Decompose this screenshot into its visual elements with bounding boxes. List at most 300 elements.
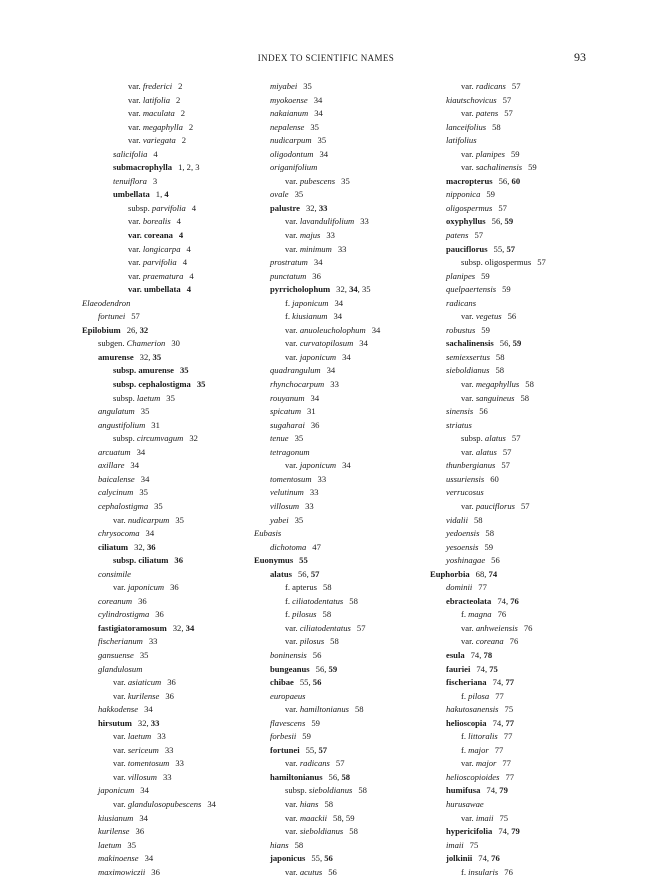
rank-prefix: var. [461,500,474,511]
taxon-name: apterus [292,582,317,593]
index-entry [254,243,380,257]
index-entry [254,581,380,595]
page-ref: 34 [371,324,381,335]
page-refs [137,447,146,457]
page-refs [486,785,507,795]
page-ref: 33 [317,473,327,484]
page-ref: 34 [140,473,150,484]
taxon-name: thunbergianus [446,460,496,471]
index-entry [254,568,380,582]
page-ref: 58 [324,798,334,809]
page-refs [314,95,323,105]
index-entry [254,446,380,460]
index-entry [254,337,380,351]
page-ref: 30 [171,338,180,349]
taxon-name: velutinum [270,487,304,498]
index-entry [430,676,546,690]
page-ref: 33 [337,243,347,254]
index-entry [430,812,546,826]
page-refs [312,271,321,281]
rank-prefix: var. [285,243,298,254]
page-ref: 56 [479,406,488,417]
page-refs [146,528,155,538]
page-refs [333,813,354,823]
page-ref: 36 [170,582,179,593]
index-column-1 [82,80,216,879]
page-number: 93 [574,50,586,64]
taxon-name: arcuatum [98,446,131,457]
index-entry [430,568,546,582]
taxon-name: insularis [468,866,499,877]
taxon-name: europaeus [270,690,306,701]
index-entry [254,392,380,406]
index-entry [82,676,216,690]
taxon-name: Chamerion [126,338,166,349]
index-entry [254,527,380,541]
index-entry [82,798,216,812]
index-entry [254,730,380,744]
index-entry [82,771,216,785]
index-entry [254,703,380,717]
taxon-name: rouyanum [270,392,305,403]
page-ref: 34 [326,365,336,376]
page-ref: 34 [136,446,146,457]
index-entry [254,107,380,121]
page-ref: 57 [504,108,513,119]
taxon-name: dichotoma [270,541,307,552]
page-ref: 4 [182,257,188,268]
index-entry [82,324,216,338]
taxon-name: acutus [299,866,323,877]
page-ref: 34 [140,785,149,796]
page-refs [372,325,381,335]
page-ref: 32 [139,324,149,335]
index-entry [82,256,216,270]
index-entry [82,446,216,460]
index-entry [254,798,380,812]
page-ref: 57 [498,202,507,213]
rank-prefix: f. [461,731,467,742]
taxon-name: chibae [270,677,294,688]
taxon-name: coreana [143,230,173,241]
page-ref: 4 [186,284,191,295]
page-refs [187,284,191,294]
page-ref: 74, [486,785,500,796]
page-refs [155,609,164,619]
taxon-name: submacrophylla [113,162,173,173]
index-entry [82,568,216,582]
taxon-name: parvifolia [151,202,186,213]
rank-prefix: var. [285,758,298,769]
page-refs [498,826,519,836]
page-refs [151,867,160,877]
page-ref: 35 [294,433,304,444]
taxon-name: japonicum [299,460,337,471]
page-refs [478,582,487,592]
index-entry [430,161,546,175]
page-refs [311,393,320,403]
taxon-name: Euphorbia [430,568,470,579]
page-refs [189,122,193,132]
page-ref: 57 [310,568,320,579]
taxon-name: majus [299,230,321,241]
rank-prefix: var. [285,460,298,471]
page-ref: 58 [495,351,505,362]
taxon-name: hamiltonianus [299,704,349,715]
page-ref: 77 [495,690,504,701]
taxon-name: angustifolium [98,419,146,430]
page-ref: 78 [483,649,493,660]
index-entry [254,419,380,433]
page-refs [512,433,521,443]
page-ref: 56 [324,853,333,864]
taxon-name: nakaianum [270,108,309,119]
index-entry [254,866,380,879]
page-refs [492,122,501,132]
page-refs [484,542,493,552]
page-refs [481,271,490,281]
taxon-name: oligospermus [484,257,532,268]
rank-prefix: var. [285,622,298,633]
rank-prefix: var. [128,284,142,295]
taxon-name: maackii [299,812,328,823]
page-refs [145,853,154,863]
page-refs [151,420,160,430]
page-refs [181,108,185,118]
page-refs [512,81,521,91]
page-ref: 74, [492,717,506,728]
index-entry [430,256,546,270]
page-refs [499,813,508,823]
taxon-name: bungeanus [270,663,310,674]
rank-prefix: var. [461,162,474,173]
page-refs [498,203,507,213]
index-entry [254,270,380,284]
page-ref: 33 [157,731,166,742]
page-refs [154,501,163,511]
taxon-name: vidalii [446,514,468,525]
index-column-3 [430,80,546,879]
taxon-name: pauciflorus [446,243,488,254]
page-ref: 4 [186,243,191,254]
rank-prefix: var. [461,636,474,647]
page-ref: 4 [176,216,181,227]
page-ref: 68, [475,568,489,579]
page-ref: 57 [356,622,366,633]
taxon-name: pilosus [299,636,325,647]
index-entry [430,94,546,108]
index-entry [254,310,380,324]
rank-prefix: subsp. [113,392,135,403]
page-ref: 35 [310,121,319,132]
rank-prefix: var. [113,690,126,701]
index-entry [82,703,216,717]
page-refs [189,433,198,443]
taxon-name: pauciflorus [475,500,515,511]
page-ref: 34 [342,460,351,471]
index-entry [82,486,216,500]
page-ref: 32, [305,202,319,213]
page-refs [334,298,343,308]
page-ref: 77 [505,771,515,782]
index-entry [254,622,380,636]
taxon-name: pilosus [292,609,317,620]
page-refs [165,691,174,701]
index-entry [430,717,546,731]
rank-prefix: subsp. [113,555,137,566]
taxon-name: forbesii [270,731,297,742]
index-entry [254,635,380,649]
index-entry [82,730,216,744]
page-ref: 74, [492,677,506,688]
rank-prefix: var. [113,514,126,525]
index-entry [254,595,380,609]
index-entry [82,283,216,297]
page-refs [502,758,511,768]
index-entry [430,663,546,677]
taxon-name: umbellata [113,189,150,200]
page-ref: 35 [127,839,136,850]
page-refs [504,108,513,118]
page-refs [310,487,319,497]
page-refs [495,691,504,701]
taxon-name: imaii [475,812,494,823]
taxon-name: variegata [142,135,176,146]
taxon-name: sanguineus [475,392,515,403]
page-ref: 56 [328,866,337,877]
taxon-name: tomentosum [270,473,312,484]
index-entry [82,405,216,419]
taxon-name: patens [446,230,469,241]
page-refs [486,189,495,199]
index-entry [82,541,216,555]
index-entry [430,459,546,473]
rank-prefix: subsp. [128,202,150,213]
index-entry [254,486,380,500]
taxon-name: glandulosum [98,663,143,674]
index-entry [254,608,380,622]
page-refs [341,176,350,186]
page-refs [127,325,148,335]
taxon-name: alatus [475,446,497,457]
taxon-name: cephalostigma [98,500,149,511]
rank-prefix: var. [113,798,126,809]
taxon-name: hians [299,798,319,809]
taxon-name: yedoensis [446,528,480,539]
taxon-name: sericeum [127,744,159,755]
rank-prefix: var. [128,270,141,281]
page-ref: 33 [326,230,335,241]
page-refs [497,596,518,606]
rank-prefix: var. [128,257,141,268]
rank-prefix: subsp. [113,433,135,444]
rank-prefix: f. [285,609,291,620]
rank-prefix: var. [113,582,126,593]
rank-prefix: var. [128,108,141,119]
page-ref: 35 [341,175,350,186]
page-refs [187,244,191,254]
page-ref: 57 [520,500,530,511]
index-entry [430,188,546,202]
page-ref: 34 [349,284,358,295]
index-entry [430,690,546,704]
page-ref: 76 [510,595,519,606]
page-ref: 4 [189,270,194,281]
page-ref: 32, [172,622,186,633]
index-entry [254,663,380,677]
page-refs [503,447,512,457]
taxon-name: dominii [446,582,473,593]
page-refs [471,650,492,660]
page-refs [481,325,490,335]
page-ref: 34 [342,351,351,362]
taxon-name: megaphylla [142,121,183,132]
rank-prefix: var. [285,324,298,335]
page-refs [139,487,148,497]
index-entry [430,486,546,500]
page-ref: 58 [495,365,505,376]
taxon-name: oxyphyllus [446,216,486,227]
taxon-name: japonicum [299,351,337,362]
page-refs [474,515,483,525]
page-ref: 75 [489,663,498,674]
page-refs [336,758,345,768]
page-ref: 4 [191,202,197,213]
taxon-name: magna [468,609,492,620]
index-entry [254,161,380,175]
page-refs [138,718,159,728]
page-ref: 56, [297,568,311,579]
page-ref: 36 [165,690,174,701]
taxon-name: hakkodense [98,704,139,715]
taxon-name: angulatum [98,406,135,417]
taxon-name: Eubasis [254,528,282,539]
page-ref: 57 [502,446,512,457]
taxon-name: oligospermus [446,202,493,213]
taxon-name: anhweiensis [475,622,518,633]
page-refs [134,542,155,552]
index-entry [430,134,546,148]
index-entry [430,351,546,365]
page-ref: 56, [499,338,513,349]
taxon-name: fortunei [98,311,126,322]
taxon-name: planipes [475,148,505,159]
page-refs [140,650,149,660]
rank-prefix: var. [113,744,126,755]
taxon-name: prostratum [270,257,308,268]
page-ref: 34 [139,812,148,823]
page-ref: 56 [312,677,322,688]
taxon-name: laetum [127,731,152,742]
taxon-name: imaii [446,839,464,850]
page-refs [496,352,505,362]
page-ref: 35 [180,365,189,376]
page-ref: 2 [178,81,183,91]
taxon-name: nudicarpum [270,135,312,146]
taxon-name: ebracteolata [446,595,492,606]
page-refs [303,81,312,91]
taxon-name: curvatopilosum [299,338,354,349]
page-refs [349,826,358,836]
index-entry [430,148,546,162]
page-ref: 77 [503,731,513,742]
taxon-name: origanifolium [270,162,318,173]
taxon-name: laetum [98,839,122,850]
page-ref: 33 [309,487,319,498]
page-refs [311,420,320,430]
page-ref: 60 [511,175,521,186]
page-ref: 56 [507,311,517,322]
page-refs [493,677,514,687]
taxon-name: megaphyllus [475,379,520,390]
page-refs [189,271,193,281]
page-ref: 32, [134,541,147,552]
page-ref: 1, [155,189,165,200]
rank-prefix: f. [285,311,291,322]
page-ref: 35 [303,81,312,91]
rank-prefix: var. [285,636,298,647]
page-ref: 57 [506,243,516,254]
page-refs [139,813,148,823]
rank-prefix: var. [285,338,298,349]
page-refs [192,203,196,213]
index-entry [254,690,380,704]
page-ref: 60 [490,473,499,484]
page-refs [504,731,513,741]
rank-prefix: subsp. [113,379,137,390]
index-entry [430,175,546,189]
page-refs [330,379,339,389]
taxon-name: tetragonum [270,446,310,457]
page-ref: 76 [509,636,519,647]
taxon-name: praematura [142,270,184,281]
taxon-name: ciliatodentatus [292,595,344,606]
page-refs [149,636,158,646]
page-refs [323,582,332,592]
taxon-name: parvifolia [142,257,177,268]
rank-prefix: var. [285,812,298,823]
index-entry [82,514,216,528]
rank-prefix: var. [461,622,474,633]
index-entry [82,175,216,189]
index-entry [430,527,546,541]
index-entry [82,473,216,487]
taxon-name: hakutosanensis [446,704,499,715]
index-entry [254,256,380,270]
taxon-name: axillare [98,460,125,471]
taxon-name: jolkinii [446,853,473,864]
page-ref: 26, [126,324,140,335]
page-ref: 36 [312,270,321,281]
taxon-name: helioscopia [446,717,487,728]
page-ref: 58 [358,785,367,796]
page-ref: 59 [504,216,514,227]
taxon-name: minimum [299,243,332,254]
page-ref: , 35 [357,284,371,295]
page-refs [330,636,339,646]
page-refs [500,338,521,348]
page-refs [182,135,186,145]
rank-prefix: subgen. [98,338,125,349]
page-ref: 77 [505,677,515,688]
page-refs [334,311,343,321]
index-entry [82,784,216,798]
index-entry [254,229,380,243]
page-refs [327,365,336,375]
index-entry [82,215,216,229]
taxon-name: hamiltonianus [270,771,323,782]
index-entry [430,121,546,135]
